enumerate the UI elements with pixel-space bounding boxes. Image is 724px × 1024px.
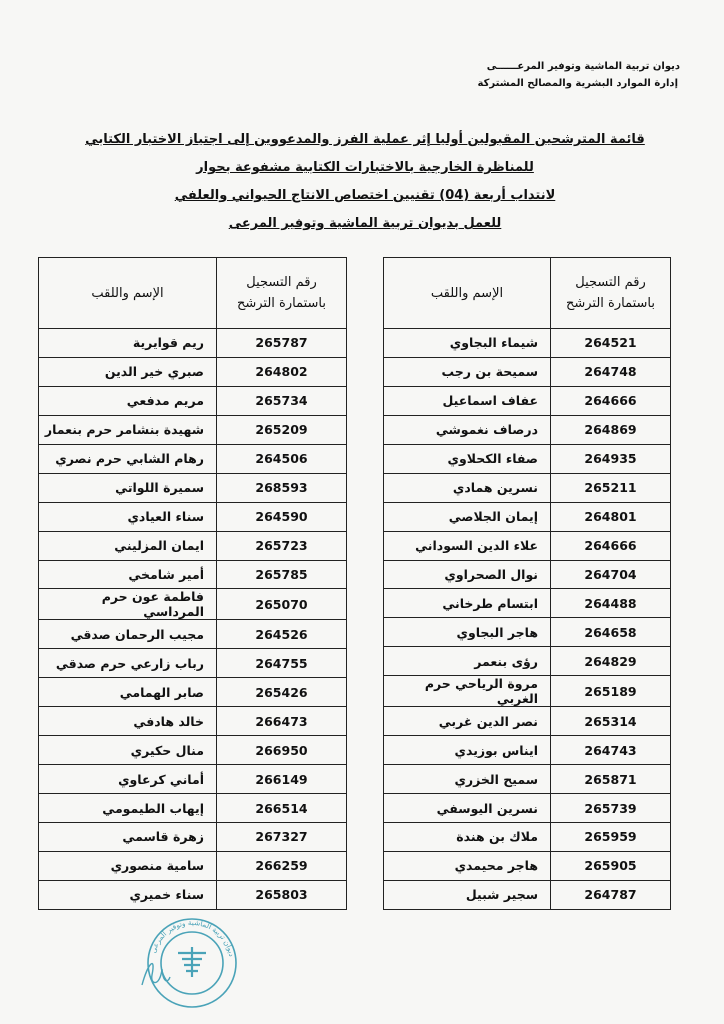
- registration-number: 265426: [217, 678, 347, 707]
- candidate-name: علاء الدين السوداني: [384, 531, 551, 560]
- candidate-name: إيمان الجلاصي: [384, 502, 551, 531]
- registration-number: 264748: [551, 357, 671, 386]
- candidate-name: شيماء البجاوي: [384, 329, 551, 358]
- table-row: [39, 880, 347, 909]
- table-row: [39, 823, 347, 852]
- table-row: [384, 502, 671, 531]
- table-row: [39, 851, 347, 880]
- candidate-name: سميرة اللواتي: [39, 473, 217, 502]
- candidate-name: سناء العيادي: [39, 502, 217, 531]
- registration-number: 265739: [551, 794, 671, 823]
- table-row: [39, 329, 347, 358]
- candidate-name: صبري خير الدين: [39, 357, 217, 386]
- candidate-name: مروة الرياحي حرم الغربي: [384, 676, 551, 707]
- candidate-name: هاجر البجاوي: [384, 618, 551, 647]
- candidate-name: عفاف اسماعيل: [384, 386, 551, 415]
- left-table-body: [39, 329, 347, 910]
- candidate-name: أمير شامخي: [39, 560, 217, 589]
- table-header-row: [39, 258, 347, 329]
- table-row: [384, 880, 671, 909]
- registration-number: 264802: [217, 357, 347, 386]
- registration-number: 265959: [551, 823, 671, 852]
- table-row: [384, 765, 671, 794]
- candidate-name: نسرين اليوسفي: [384, 794, 551, 823]
- candidate-name: سميح الخزري: [384, 765, 551, 794]
- candidate-name: شهيدة بنشامر حرم بنعمار: [39, 415, 217, 444]
- table-row: [39, 415, 347, 444]
- candidate-name: ملاك بن هندة: [384, 823, 551, 852]
- registration-number: 265803: [217, 880, 347, 909]
- registration-number: 266473: [217, 707, 347, 736]
- org-line-1: ديوان تربية الماشية وتوفير المرعــــــى: [486, 61, 680, 72]
- candidate-name: فاطمة عون حرم المرداسي: [39, 589, 217, 620]
- name-header: الإسم واللقب: [384, 258, 551, 329]
- table-row: [39, 678, 347, 707]
- title-line-1: قائمة المترشحين المقبولين أوليا إثر عملية الفرز والمدعووين إلى اجتياز الاختبار الكتابي: [85, 132, 645, 147]
- title-line-3: لانتداب أربعة (04) تقنيين اختصاص الانتاج الحيواني والعلفي: [174, 188, 556, 203]
- table-row: [39, 589, 347, 620]
- table-row: [39, 794, 347, 823]
- table-row: [384, 707, 671, 736]
- right-table-body: [384, 329, 671, 910]
- table-row: [384, 444, 671, 473]
- registration-number: 264488: [551, 589, 671, 618]
- candidate-name: ايناس بوزيدي: [384, 736, 551, 765]
- candidate-name: خالد هادفي: [39, 707, 217, 736]
- table-row: [384, 386, 671, 415]
- candidate-name: سميحة بن رجب: [384, 357, 551, 386]
- table-row: [39, 649, 347, 678]
- registration-number: 265189: [551, 676, 671, 707]
- table-row: [384, 589, 671, 618]
- table-row: [384, 357, 671, 386]
- candidate-name: نصر الدين غربي: [384, 707, 551, 736]
- candidate-name: ايمان المزليني: [39, 531, 217, 560]
- table-row: [39, 736, 347, 765]
- candidate-name: منال حكيري: [39, 736, 217, 765]
- registration-number: 264787: [551, 880, 671, 909]
- reg-number-header: [217, 258, 347, 329]
- registration-number: 264704: [551, 560, 671, 589]
- registration-number: 264743: [551, 736, 671, 765]
- table-row: [39, 707, 347, 736]
- reg-header-line-2: باستمارة الترشح: [565, 296, 656, 311]
- candidate-name: مريم مدفعي: [39, 386, 217, 415]
- stamp-ring-text: ديوان تربية الماشية وتوفير المرعى: [148, 917, 237, 958]
- org-line-2: إدارة الموارد البشرية والمصالح المشتركة: [477, 78, 678, 89]
- table-row: [384, 676, 671, 707]
- registration-number: 264526: [217, 620, 347, 649]
- registration-number: 265211: [551, 473, 671, 502]
- candidate-name: رباب زارعي حرم صدقي: [39, 649, 217, 678]
- registration-number: 265787: [217, 329, 347, 358]
- candidate-name: سامية منصوري: [39, 851, 217, 880]
- registration-number: 266950: [217, 736, 347, 765]
- candidate-name: ريم قوايرية: [39, 329, 217, 358]
- registration-number: 265905: [551, 851, 671, 880]
- left-candidates-table: [38, 257, 347, 910]
- title-line-2: للمناظرة الخارجية بالاختبارات الكتابية مشفوعة بحوار: [196, 160, 534, 175]
- registration-number: 265314: [551, 707, 671, 736]
- registration-number: 264521: [551, 329, 671, 358]
- org-header: [330, 58, 680, 92]
- registration-number: 265209: [217, 415, 347, 444]
- table-row: [384, 531, 671, 560]
- candidate-name: صابر الهمامي: [39, 678, 217, 707]
- registration-number: 264869: [551, 415, 671, 444]
- table-row: [384, 647, 671, 676]
- registration-number: 264658: [551, 618, 671, 647]
- reg-header-line-1: رقم التسجيل: [246, 275, 317, 290]
- candidate-name: سجير شبيل: [384, 880, 551, 909]
- table-row: [39, 531, 347, 560]
- registration-number: 264590: [217, 502, 347, 531]
- registration-number: 264506: [217, 444, 347, 473]
- candidate-name: أماني كرعاوي: [39, 765, 217, 794]
- registration-number: 264829: [551, 647, 671, 676]
- registration-number: 266514: [217, 794, 347, 823]
- table-row: [384, 794, 671, 823]
- registration-number: 265734: [217, 386, 347, 415]
- registration-number: 267327: [217, 823, 347, 852]
- table-row: [384, 851, 671, 880]
- candidate-name: مجيب الرحمان صدقي: [39, 620, 217, 649]
- name-header: الإسم واللقب: [39, 258, 217, 329]
- document-title: [60, 126, 670, 238]
- candidate-name: نوال الصحراوي: [384, 560, 551, 589]
- registration-number: 264755: [217, 649, 347, 678]
- table-row: [39, 620, 347, 649]
- table-row: [384, 473, 671, 502]
- registration-number: 266149: [217, 765, 347, 794]
- registration-number: 265070: [217, 589, 347, 620]
- registration-number: 266259: [217, 851, 347, 880]
- table-row: [39, 473, 347, 502]
- title-line-4: للعمل بديوان تربية الماشية وتوفير المرعى: [228, 216, 502, 231]
- table-row: [39, 357, 347, 386]
- table-row: [384, 329, 671, 358]
- candidate-name: هاجر محيمدي: [384, 851, 551, 880]
- reg-header-line-1: رقم التسجيل: [575, 275, 646, 290]
- registration-number: 264935: [551, 444, 671, 473]
- official-stamp-icon: [140, 915, 244, 1011]
- registration-number: 264801: [551, 502, 671, 531]
- candidate-name: صفاء الكحلاوي: [384, 444, 551, 473]
- table-row: [384, 560, 671, 589]
- right-candidates-table: [383, 257, 671, 910]
- table-row: [39, 765, 347, 794]
- table-row: [39, 386, 347, 415]
- table-row: [384, 823, 671, 852]
- candidate-name: زهرة قاسمي: [39, 823, 217, 852]
- candidate-name: ابتسام طرخاني: [384, 589, 551, 618]
- reg-number-header: [551, 258, 671, 329]
- registration-number: 265871: [551, 765, 671, 794]
- registration-number: 265785: [217, 560, 347, 589]
- table-row: [384, 415, 671, 444]
- registration-number: 264666: [551, 386, 671, 415]
- candidate-name: سناء خميري: [39, 880, 217, 909]
- candidate-name: رؤى بنعمر: [384, 647, 551, 676]
- candidate-name: رهام الشابي حرم نصري: [39, 444, 217, 473]
- table-row: [39, 502, 347, 531]
- candidate-name: إيهاب الطيمومي: [39, 794, 217, 823]
- candidate-name: نسرين همادي: [384, 473, 551, 502]
- registration-number: 265723: [217, 531, 347, 560]
- reg-header-line-2: باستمارة الترشح: [236, 296, 327, 311]
- table-row: [384, 618, 671, 647]
- table-header-row: [384, 258, 671, 329]
- table-row: [384, 736, 671, 765]
- table-row: [39, 560, 347, 589]
- candidate-name: درصاف نغموشي: [384, 415, 551, 444]
- table-row: [39, 444, 347, 473]
- registration-number: 264666: [551, 531, 671, 560]
- registration-number: 268593: [217, 473, 347, 502]
